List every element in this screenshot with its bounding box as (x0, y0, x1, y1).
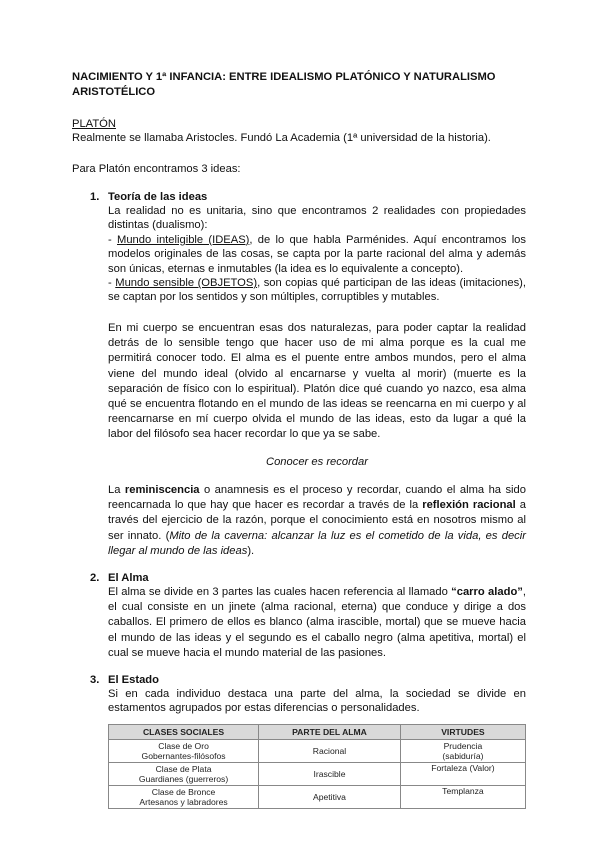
table-header-row (109, 725, 526, 740)
table-cell (109, 763, 259, 786)
item-paragraph (108, 483, 526, 559)
paragraph-text: , son copias qué participan de las ideas (imitaciones), se captan por los sentidos y son múltiples, corruptibles y mutables. (108, 277, 526, 304)
table-cell: Racional (259, 740, 401, 763)
italic-quote: Conocer es recordar (266, 456, 368, 468)
item-paragraph (108, 585, 526, 661)
social-classes-table (108, 724, 526, 809)
cell-line: Guardianes (guerreros) (138, 774, 229, 784)
paragraph-text: o anamnesis es el proceso y recordar, cuando el alma ha sido reencarnada lo que hay que hacer es recordar a través de la (108, 484, 526, 512)
table-cell (400, 740, 525, 763)
cell-line: Templanza (442, 786, 484, 796)
cell-line: Prudencia (443, 741, 483, 751)
item-title: Teoría de las ideas (108, 191, 208, 203)
list-item (108, 233, 526, 276)
item-number: 1. (90, 191, 100, 203)
cell-line: Fortaleza (Valor) (431, 763, 495, 773)
bold-term: “carro alado” (451, 586, 523, 598)
dash: - (108, 233, 117, 246)
item-title: El Estado (108, 674, 159, 686)
table-cell (400, 763, 525, 786)
table-row (109, 740, 526, 763)
list-item (108, 276, 526, 305)
cell-line: Clase de Bronce (151, 787, 216, 797)
item-paragraph: En mi cuerpo se encuentran esas dos naturalezas, para poder captar la realidad detrás de lo sensible tengo que hacer uso de mi alma porque es la cual me permitirá conocer todo. El alma es el puente entre ambos mundos, pero el alma viene del mundo ideal (olvido al encarnarse y vuelta al morir) (muerte es la separación de físico con lo espiritual). Platón dice qué cuando yo nazco, esa alma qué se encuentra flotando en el mundo de las ideas se reencarna en mi cuerpo y al reencarnarse en mí cuerpo olvida el mundo de las ideas, esto da lugar a qué la labor del filósofo sea hacer recordar lo que ya se sabe. (108, 322, 526, 441)
table-cell: Apetitiva (259, 786, 401, 809)
paragraph-text: , el cual consiste en un jinete (alma racional, eterna) que conduce y dirige a dos caballos. El primero de ellos es blanco (alma irascible, mortal) que se mueve hacia el mundo de las ideas y el segundo es el caballo negro (alma apetitiva, mortal) el cual se mueve hacia el mundo material de las pasiones. (108, 586, 526, 659)
item-number: 2. (90, 572, 100, 584)
paragraph-text: a través del ejercicio de la razón, porque el conocimiento está en nosotros mismo al ser innato. ( (108, 499, 526, 542)
cell-line: Gobernantes-filósofos (141, 751, 226, 761)
section-lead: Para Platón encontramos 3 ideas: (72, 163, 241, 175)
bold-term: reflexión racional (422, 499, 516, 512)
table-header: CLASES SOCIALES (109, 725, 259, 740)
table-cell (400, 786, 525, 809)
table-row (109, 786, 526, 809)
section-intro: Realmente se llamaba Aristocles. Fundó La Academia (1ª universidad de la historia). (72, 132, 491, 144)
paragraph-text: El alma se divide en 3 partes las cuales hacen referencia al llamado (108, 586, 452, 598)
cell-line: (sabiduría) (442, 751, 484, 761)
table-header: PARTE DEL ALMA (259, 725, 401, 740)
table-row (109, 763, 526, 786)
paragraph-text: La (108, 484, 125, 496)
page-title: NACIMIENTO Y 1ª INFANCIA: ENTRE IDEALISMO PLATÓNICO Y NATURALISMO ARISTOTÉLICO (72, 71, 496, 98)
link-text: Mundo sensible (OBJETOS) (115, 277, 258, 290)
link-text: Mundo inteligible (IDEAS) (117, 233, 250, 246)
dash: - (108, 277, 116, 290)
cell-line: Artesanos y labradores (139, 797, 228, 807)
paragraph-text: , de lo que habla Parménides. Aquí encontramos los modelos originales de las cosas, se capta por la parte racional del alma y además son únicas, eternas e inmutables (la idea es lo equivalente a concepto). (108, 233, 526, 275)
item-title: El Alma (108, 572, 149, 584)
paragraph-text: La realidad no es unitaria, sino que encontramos 2 realidades con propiedades distintas (dualismo): (108, 205, 526, 232)
table-header: VIRTUDES (400, 725, 525, 740)
paragraph-text: ). (247, 544, 255, 557)
cell-line: Clase de Plata (155, 764, 212, 774)
section-heading: PLATÓN (72, 118, 116, 130)
italic-text: Mito de la caverna: alcanzar la luz es el cometido de la vida, es decir llegar al mundo de las ideas (108, 529, 526, 557)
table-cell (109, 786, 259, 809)
bold-term: reminiscencia (124, 484, 200, 496)
table-cell: Irascible (259, 763, 401, 786)
table-cell (109, 740, 259, 763)
item-paragraph: Si en cada individuo destaca una parte del alma, la sociedad se divide en estamentos agrupados por estas diferencias o personalidades. (108, 688, 526, 715)
cell-line: Clase de Oro (158, 741, 209, 751)
item-paragraph (108, 204, 526, 305)
item-number: 3. (90, 674, 100, 686)
